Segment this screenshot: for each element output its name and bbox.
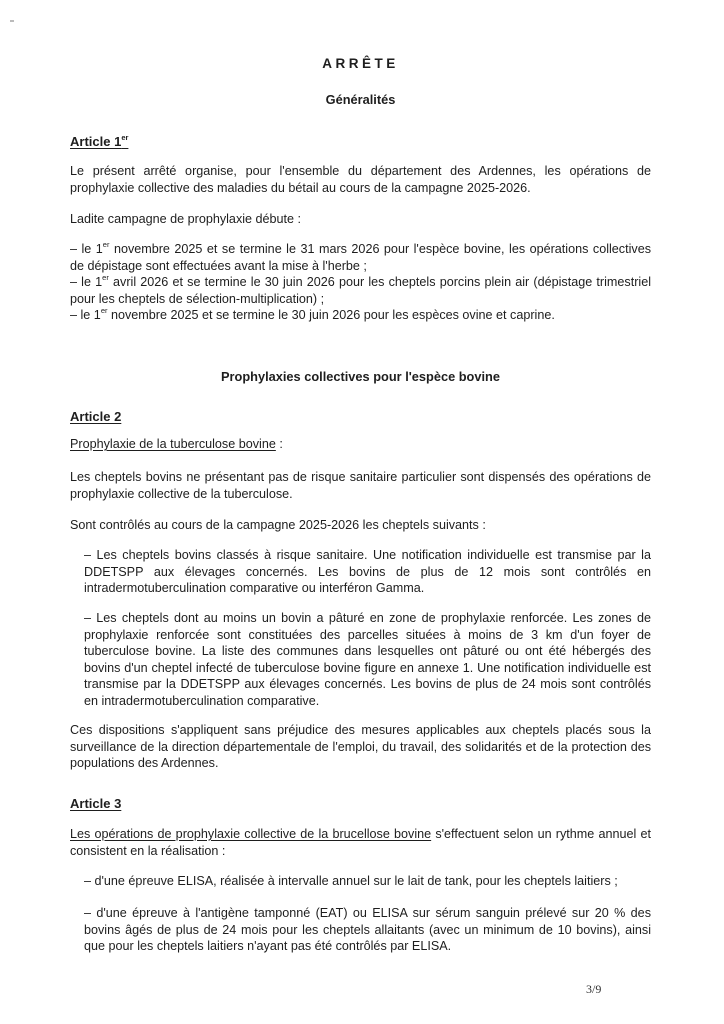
article-1-paragraph-2: Ladite campagne de prophylaxie débute : bbox=[70, 212, 302, 226]
list-item-text: avril 2026 et se termine le 30 juin 2026 pour les cheptels porcins plein air (dépistage trimestriel pour les cheptels de sélection-multiplication) ; bbox=[70, 275, 651, 306]
list-item-prefix: – le 1 bbox=[70, 242, 103, 256]
article-2-subheading-suffix: : bbox=[275, 437, 283, 451]
article-2-paragraph-2: Sont contrôlés au cours de la campagne 2025-2026 les cheptels suivants : bbox=[70, 518, 486, 532]
page-number: 3/9 bbox=[586, 982, 602, 996]
list-item bbox=[70, 274, 651, 307]
list-item-sup: er bbox=[102, 273, 109, 283]
article-3-intro-underlined: Les opérations de prophylaxie collective de la brucellose bovine bbox=[70, 827, 432, 841]
article-1-heading bbox=[70, 134, 128, 149]
article-2-list-item-1: – Les cheptels bovins classés à risque sanitaire. Une notification individuelle est transmise par la DDETSPP aux élevages concernés. Les bovins de plus de 12 mois sont contrôlés en intradermotuberculination comparative ou interféron Gamma. bbox=[84, 548, 651, 596]
article-2-subheading-text: Prophylaxie de la tuberculose bovine bbox=[70, 437, 276, 451]
list-item bbox=[70, 241, 651, 274]
section-heading-general: Généralités bbox=[325, 92, 396, 107]
list-item-sup: er bbox=[100, 306, 108, 316]
article-3-list-item-2: – d'une épreuve à l'antigène tamponné (EAT) ou ELISA sur sérum sanguin prélevé sur 20 % des bovins âgés de plus de 24 mois pour les cheptels allaitants (avec un minimum de 10 bovins), ainsi que pour les cheptels laitiers n'ayant pas été contrôlés par ELISA. bbox=[84, 906, 651, 954]
article-2-list-item-2: – Les cheptels dont au moins un bovin a pâturé en zone de prophylaxie renforcée. Les zones de prophylaxie renforcée sont constituées des parcelles situées à moins de 3 km d'un foyer de tuberculose bovine. La liste des communes dans lesquelles ont pâturé ou ont été hébergés des bovins d'un cheptel infecté de tuberculose bovine figure en annexe 1. Une notification individuelle est transmise par la DDETSPP aux élevages concernés. Les bovins de plus de 24 mois sont contrôlés en intradermotuberculination comparative. bbox=[84, 611, 651, 708]
section-heading-bovine: Prophylaxies collectives pour l'espèce bovine bbox=[220, 369, 500, 384]
list-item-text: novembre 2025 et se termine le 31 mars 2026 pour l'espèce bovine, les opérations collectives de dépistage sont effectuées avant la mise à l'herbe ; bbox=[70, 242, 651, 273]
scan-speck bbox=[10, 20, 14, 22]
article-1-heading-text: Article 1 bbox=[70, 134, 122, 149]
list-item-prefix: – le 1 bbox=[70, 308, 101, 323]
article-2-heading: Article 2 bbox=[70, 409, 122, 424]
article-3-heading: Article 3 bbox=[70, 796, 122, 811]
article-2-paragraph-1: Les cheptels bovins ne présentant pas de risque sanitaire particulier sont dispensés des opérations de prophylaxie collective de la tuberculose. bbox=[70, 470, 651, 501]
article-2-subheading bbox=[70, 436, 651, 453]
article-1-list bbox=[70, 241, 651, 324]
document-title: ARRÊTE bbox=[322, 56, 399, 71]
list-item-prefix: – le 1 bbox=[70, 275, 103, 290]
list-item bbox=[70, 307, 651, 324]
article-1-heading-sup: er bbox=[121, 133, 129, 142]
list-item-sup: er bbox=[102, 240, 110, 249]
article-2-paragraph-3: Ces dispositions s'appliquent sans préjudice des mesures applicables aux cheptels placés sous la surveillance de la direction départementale de l'emploi, du travail, des solidarités et de la protection des populations des Ardennes. bbox=[70, 723, 651, 771]
article-1-paragraph-1: Le présent arrêté organise, pour l'ensemble du département des Ardennes, les opérations de prophylaxie collective des maladies du bétail au cours de la campagne 2025-2026. bbox=[70, 164, 651, 195]
article-3-intro bbox=[70, 826, 651, 859]
article-3-intro-rest: s'effectuent selon un rythme annuel et consistent en la réalisation : bbox=[70, 827, 651, 858]
article-3-list-item-1: – d'une épreuve ELISA, réalisée à intervalle annuel sur le lait de tank, pour les cheptels laitiers ; bbox=[84, 874, 618, 888]
list-item-text: novembre 2025 et se termine le 30 juin 2026 pour les espèces ovine et caprine. bbox=[107, 308, 555, 323]
